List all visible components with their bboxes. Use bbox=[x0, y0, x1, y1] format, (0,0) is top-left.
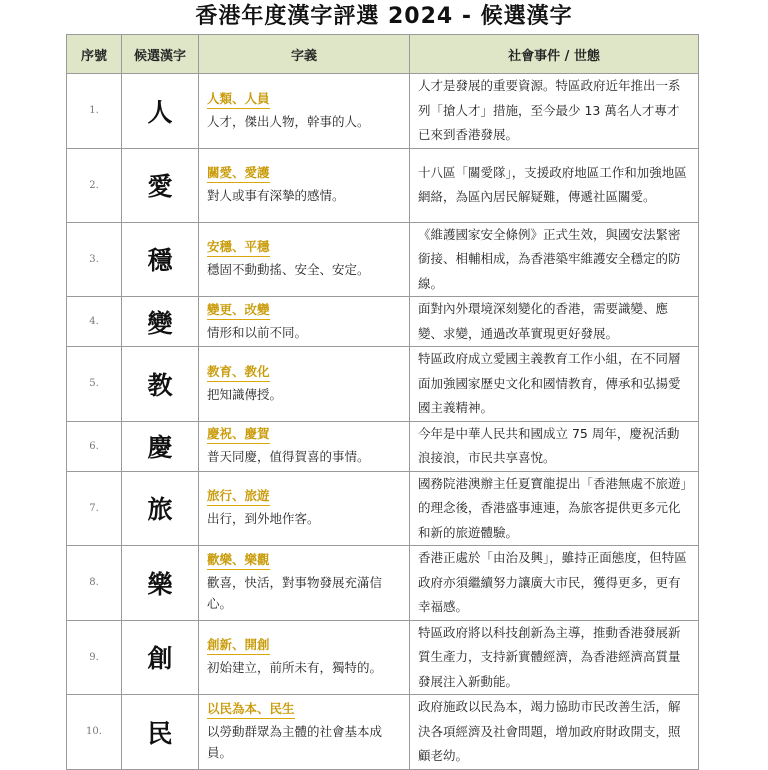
meaning-description: 穩固不動動搖、安全、安定。 bbox=[207, 262, 370, 278]
meaning-title: 變更、改變 bbox=[207, 301, 270, 320]
table-row bbox=[67, 347, 699, 422]
meaning-cell bbox=[199, 148, 410, 222]
candidate-character: 穩 bbox=[122, 222, 199, 297]
meaning-cell bbox=[199, 546, 410, 621]
meaning-cell bbox=[199, 620, 410, 695]
candidate-character: 創 bbox=[122, 620, 199, 695]
event-description: 特區政府成立愛國主義教育工作小組，在不同層面加強國家歷史文化和國情教育，傳承和弘揚愛國主義精神。 bbox=[410, 347, 699, 422]
meaning-description: 歡喜，快活，對事物發展充滿信心。 bbox=[207, 575, 383, 612]
event-description: 《維護國家安全條例》正式生效，與國安法緊密銜接、相輔相成，為香港築牢維護安全穩定的防線。 bbox=[410, 222, 699, 297]
table-row bbox=[67, 421, 699, 471]
candidate-character: 教 bbox=[122, 347, 199, 422]
meaning-title: 以民為本、民生 bbox=[207, 700, 295, 719]
meaning-title: 教育、教化 bbox=[207, 363, 270, 382]
meaning-cell bbox=[199, 74, 410, 149]
meaning-description: 情形和以前不同。 bbox=[207, 324, 308, 340]
candidate-character: 樂 bbox=[122, 546, 199, 621]
meaning-description: 對人或事有深摯的感情。 bbox=[207, 188, 345, 203]
event-description: 十八區「關愛隊」，支援政府地區工作和加強地區網絡，為區內居民解疑難，傳遞社區關愛。 bbox=[410, 148, 699, 222]
event-description: 今年是中華人民共和國成立 75 周年，慶祝活動浪接浪，市民共享喜悅。 bbox=[410, 421, 699, 471]
candidate-character: 旅 bbox=[122, 471, 199, 546]
row-number: 2. bbox=[67, 148, 122, 222]
row-number: 4. bbox=[67, 297, 122, 347]
row-number: 5. bbox=[67, 347, 122, 422]
table-row bbox=[67, 74, 699, 149]
table-row bbox=[67, 297, 699, 347]
table-row bbox=[67, 222, 699, 297]
candidate-character: 慶 bbox=[122, 421, 199, 471]
event-description: 政府施政以民為本，竭力協助市民改善生活，解決各項經濟及社會問題，增加政府財政開支，照顧老幼。 bbox=[410, 695, 699, 770]
table-row bbox=[67, 695, 699, 770]
event-description: 國務院港澳辦主任夏寶龍提出「香港無處不旅遊」的理念後，香港盛事連連，為旅客提供更多元化和新的旅遊體驗。 bbox=[410, 471, 699, 546]
meaning-description: 出行，到外地作客。 bbox=[207, 511, 320, 527]
meaning-title: 歡樂、樂觀 bbox=[207, 551, 270, 570]
candidate-character: 人 bbox=[122, 74, 199, 149]
header-char: 候選漢字 bbox=[122, 35, 199, 74]
header-event: 社會事件 / 世態 bbox=[410, 35, 699, 74]
meaning-description: 普天同慶，值得賀喜的事情。 bbox=[207, 449, 370, 464]
event-description: 人才是發展的重要資源。特區政府近年推出一系列「搶人才」措施，至今最少 13 萬名人才專才已來到香港發展。 bbox=[410, 74, 699, 149]
header-meaning: 字義 bbox=[199, 35, 410, 74]
row-number: 1. bbox=[67, 74, 122, 149]
row-number: 10. bbox=[67, 695, 122, 770]
event-description: 面對內外環境深刻變化的香港，需要識變、應變、求變，通過改革實現更好發展。 bbox=[410, 297, 699, 347]
meaning-title: 人類、人員 bbox=[207, 90, 270, 109]
candidate-character: 民 bbox=[122, 695, 199, 770]
meaning-cell bbox=[199, 471, 410, 546]
meaning-description: 人才，傑出人物，幹事的人。 bbox=[207, 113, 370, 129]
meaning-description: 以勞動群眾為主體的社會基本成員。 bbox=[207, 724, 383, 761]
row-number: 8. bbox=[67, 546, 122, 621]
meaning-cell bbox=[199, 297, 410, 347]
event-description: 特區政府將以科技創新為主導，推動香港發展新質生產力，支持新實體經濟，為香港經濟高質量發展注入新動能。 bbox=[410, 620, 699, 695]
meaning-cell bbox=[199, 695, 410, 770]
row-number: 7. bbox=[67, 471, 122, 546]
meaning-cell bbox=[199, 347, 410, 422]
table-row bbox=[67, 620, 699, 695]
table-row bbox=[67, 471, 699, 546]
row-number: 6. bbox=[67, 421, 122, 471]
meaning-title: 慶祝、慶賀 bbox=[207, 425, 270, 444]
meaning-cell bbox=[199, 222, 410, 297]
meaning-description: 初始建立，前所未有，獨特的。 bbox=[207, 660, 383, 676]
row-number: 9. bbox=[67, 620, 122, 695]
table-row bbox=[67, 546, 699, 621]
meaning-description: 把知識傳授。 bbox=[207, 386, 283, 402]
meaning-cell bbox=[199, 421, 410, 471]
table-header-row bbox=[67, 35, 699, 74]
candidate-characters-table bbox=[66, 34, 699, 770]
meaning-title: 旅行、旅遊 bbox=[207, 487, 270, 506]
row-number: 3. bbox=[67, 222, 122, 297]
event-description: 香港正處於「由治及興」，雖持正面態度，但特區政府亦須繼續努力讓廣大市民，獲得更多，更有幸福感。 bbox=[410, 546, 699, 621]
meaning-title: 創新、開創 bbox=[207, 636, 270, 655]
header-no: 序號 bbox=[67, 35, 122, 74]
meaning-title: 安穩、平穩 bbox=[207, 238, 270, 257]
page-title: 香港年度漢字評選 2024 - 候選漢字 bbox=[195, 4, 573, 29]
table-row bbox=[67, 148, 699, 222]
candidate-character: 變 bbox=[122, 297, 199, 347]
meaning-title: 關愛、愛護 bbox=[207, 164, 270, 183]
candidate-character: 愛 bbox=[122, 148, 199, 222]
